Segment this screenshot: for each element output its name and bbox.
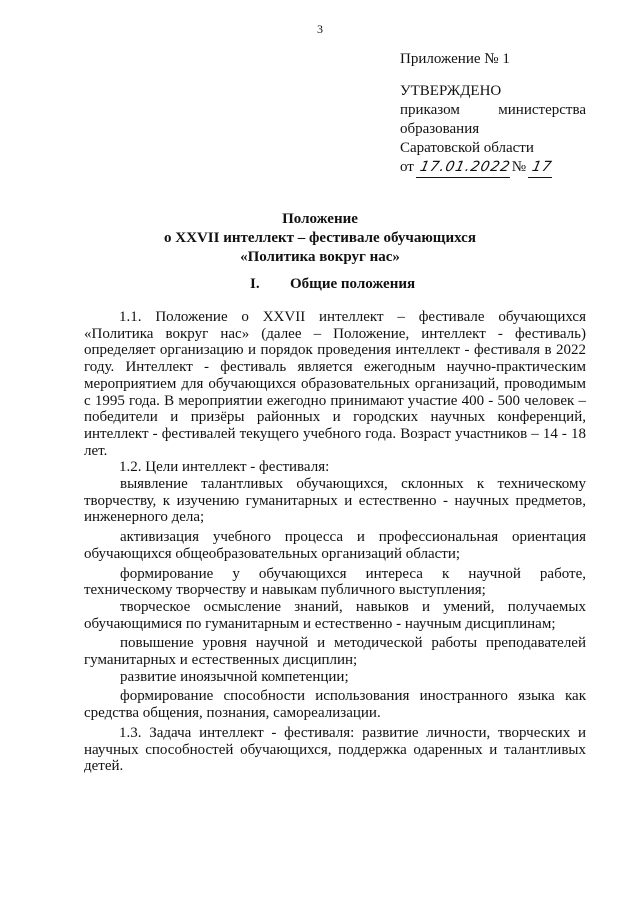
goal-item: повышение уровня научной и методической работы преподавателей гуманитарных и естественных дисциплин;	[84, 635, 586, 669]
handwritten-number: 17	[528, 158, 556, 178]
approval-block	[400, 50, 586, 178]
approval-date-line	[400, 158, 586, 178]
paragraph-1-2: 1.2. Цели интеллект - фестиваля:	[119, 459, 330, 476]
section-number: I.	[250, 276, 260, 292]
paragraph-1-3: 1.3. Задача интеллект - фестиваля: развитие личности, творческих и научных способностей обучающихся, поддержка одаренных и талантливых детей.	[84, 724, 586, 775]
approval-education-line: образования	[400, 121, 480, 137]
title-line-1: Положение	[282, 211, 358, 227]
paragraph-1-1: 1.1. Положение о XXVII интеллект – фестивале обучающихся «Политика вокруг нас» (далее – Положение, интеллект - фестиваль) определяет организацию и порядок проведения интеллект - фестиваля в 2022 году. Интеллект - фестиваль является ежегодным научно-практическим мероприятием для обучающихся образовательных организаций, проводимым с 1995 года. В мероприятии ежегодно принимают участие 400 - 500 человек – победители и призёры районных и городских научных конференций, интеллект - фестивалей текущего учебного года. Возраст участников – 14 - 18 лет.	[84, 309, 586, 459]
title-line-3: «Политика вокруг нас»	[240, 249, 400, 265]
goal-item: активизация учебного процесса и профессиональная ориентация обучающихся общеобразовательных организаций области;	[84, 529, 586, 562]
goal-item: выявление талантливых обучающихся, склонных к техническому творчеству, к изучению гуманитарных и естественно - научных предметов, инженерного дела;	[84, 476, 586, 526]
page-number: 3	[317, 22, 323, 36]
number-sign: №	[511, 159, 527, 175]
approved-label: УТВЕРЖДЕНО	[400, 83, 502, 99]
document-title	[0, 210, 640, 267]
goal-item: формирование у обучающихся интереса к научной работе, техническому творчеству и навыкам публичного выступления;	[84, 565, 586, 599]
handwritten-date: 17.01.2022	[415, 158, 513, 178]
date-prefix: от	[400, 159, 414, 175]
title-line-2: о XXVII интеллект – фестивале обучающихся	[164, 230, 476, 246]
goal-item: развитие иноязычной компетенции;	[120, 668, 349, 685]
section-name: Общие положения	[290, 276, 416, 292]
goal-item: формирование способности использования иностранного языка как средства общения, познания, самореализации.	[84, 688, 586, 722]
document-body	[84, 309, 586, 775]
approval-region-line: Саратовской области	[400, 140, 534, 156]
goal-item: творческое осмысление знаний, навыков и умений, получаемых обучающимися по гуманитарным и естественно - научным дисциплинам;	[84, 598, 586, 632]
appendix-label: Приложение № 1	[400, 51, 510, 67]
approval-order-line: приказом министерства	[400, 102, 586, 118]
